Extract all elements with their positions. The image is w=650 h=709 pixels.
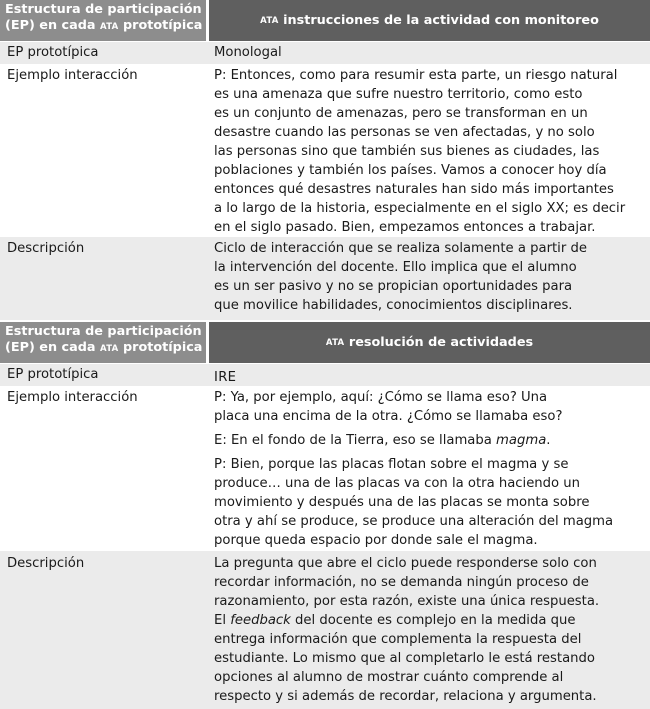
- text-line: respecto y si además de recordar, relaciona y argumenta.: [214, 689, 597, 704]
- header-col1-sc: ATA: [100, 344, 119, 354]
- table2-row-descripcion: [0, 551, 650, 709]
- text-line: P: Entonces, como para resumir esta parte, un riesgo natural: [214, 68, 618, 83]
- text-line: las personas sino que también sus bienes as ciudades, las: [214, 144, 600, 159]
- header-col1-line2-post: prototípica: [118, 18, 203, 33]
- text-line: es un ser pasivo y no se propician oportunidades para: [214, 279, 573, 294]
- row-label: Descripción: [7, 241, 85, 256]
- header-col1-line1: Estructura de participación: [5, 324, 202, 339]
- text-line: es un conjunto de amenazas, pero se transforman en un: [214, 106, 588, 121]
- table2-row-ejemplo: [0, 386, 650, 551]
- text-line: otra y ahí se produce, se produce una alteración del magma: [214, 514, 614, 529]
- text-seg: El: [214, 613, 231, 628]
- text-line: poblaciones y también los países. Vamos a conocer hoy día: [214, 163, 607, 178]
- text-line: La pregunta que abre el ciclo puede responderse solo con: [214, 556, 597, 571]
- table2-header-col1: [0, 322, 206, 363]
- text-line: es una amenaza que sufre nuestro territorio, como esto: [214, 87, 583, 102]
- row-label: EP prototípica: [7, 367, 99, 382]
- text-line: placa una encima de la otra. ¿Cómo se llamaba eso?: [214, 409, 563, 424]
- row-value: IRE: [214, 370, 237, 385]
- header-col1-sc: ATA: [100, 22, 119, 32]
- text-emphasis: feedback: [230, 613, 291, 628]
- row-label: Ejemplo interacción: [7, 68, 138, 83]
- row-label: EP prototípica: [7, 45, 99, 60]
- row-text: [214, 239, 646, 315]
- table1-header-col2: [209, 0, 650, 41]
- header-col1-line2-post: prototípica: [118, 340, 203, 355]
- header-col1-line1: Estructura de participación: [5, 2, 202, 17]
- text-line: desastre cuando las personas se ven afectadas, y no solo: [214, 125, 595, 140]
- text-line: opciones al alumno de mostrar cuánto comprende al: [214, 670, 564, 685]
- row-label: Ejemplo interacción: [7, 390, 138, 405]
- table1-row-ejemplo: [0, 64, 650, 237]
- text-seg: E: En el fondo de la Tierra, eso se llamaba: [214, 433, 497, 448]
- text-line: P: Bien, porque las placas flotan sobre el magma y se: [214, 457, 569, 472]
- text-seg: .: [546, 433, 551, 448]
- header-col2-text: resolución de actividades: [348, 335, 534, 350]
- text-line: la intervención del docente. Ello implica que el alumno: [214, 260, 577, 275]
- table1-header: [0, 0, 650, 41]
- table1-header-col1: [0, 0, 206, 41]
- text-line: recordar información, no se demanda ningún proceso de: [214, 575, 589, 590]
- table1-row-descripcion: [0, 237, 650, 320]
- text-line: [214, 611, 646, 630]
- text-line: que movilice habilidades, conocimientos disciplinares.: [214, 298, 573, 313]
- header-col2-text: instrucciones de la actividad con monitoreo: [283, 13, 599, 28]
- text-line: porque queda espacio por donde sale el magma.: [214, 533, 538, 548]
- header-col1-line2-pre: (EP) en cada: [5, 18, 100, 33]
- header-col2-sc: ATA: [325, 337, 345, 348]
- row-text: [214, 388, 646, 550]
- table2-row-ep: [0, 364, 650, 386]
- text-line: P: Ya, por ejemplo, aquí: ¿Cómo se llama eso? Una: [214, 390, 548, 405]
- text-line: razonamiento, por esta razón, existe una única respuesta.: [214, 594, 600, 609]
- row-label: Descripción: [7, 556, 85, 571]
- text-line: movimiento y después una de las placas se monta sobre: [214, 495, 590, 510]
- text-line: Ciclo de interacción que se realiza solamente a partir de: [214, 241, 587, 256]
- row-text: [214, 554, 646, 706]
- text-line: a lo largo de la historia, especialmente en el siglo XX; es decir: [214, 201, 626, 216]
- text-line: estudiante. Lo mismo que al completarlo le está restando: [214, 651, 595, 666]
- text-line: entonces qué desastres naturales han sido más importantes: [214, 182, 614, 197]
- text-line: produce… una de las placas va con la otra haciendo un: [214, 476, 581, 491]
- row-text: [214, 66, 646, 237]
- row-value: Monologal: [214, 45, 282, 60]
- text-line: entrega información que complementa la respuesta del: [214, 632, 582, 647]
- text-emphasis: magma: [496, 433, 547, 448]
- header-col2-sc: ATA: [260, 15, 279, 26]
- text-line: [214, 431, 646, 450]
- header-col1-line2-pre: (EP) en cada: [5, 340, 100, 355]
- text-seg: del docente es complejo en la medida que: [290, 613, 576, 628]
- table2-header: [0, 322, 650, 363]
- text-line: en el siglo pasado. Bien, empezamos entonces a trabajar.: [214, 220, 596, 235]
- table2-header-col2: [209, 322, 650, 363]
- table1-row-ep: [0, 42, 650, 64]
